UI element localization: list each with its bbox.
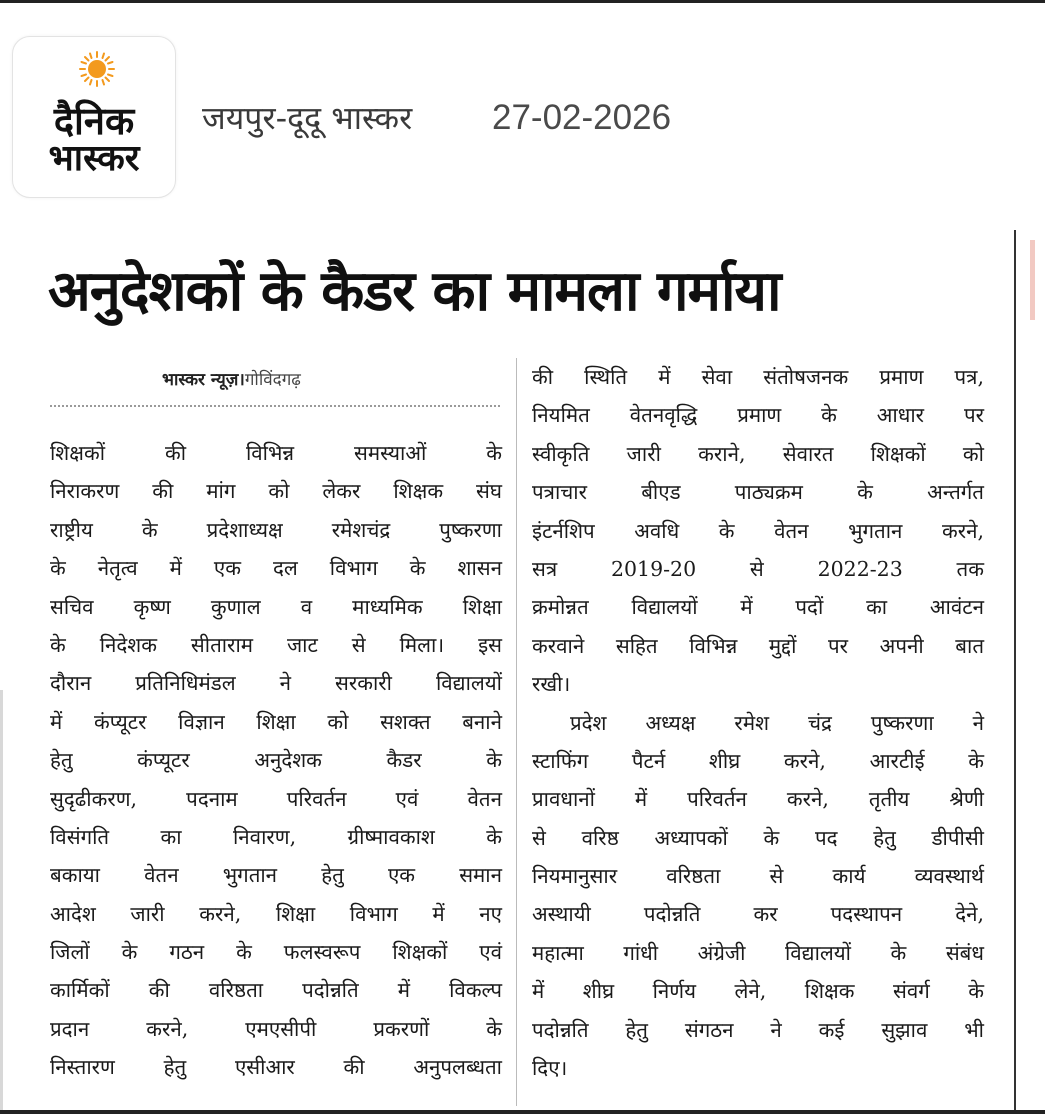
bottom-border <box>0 1110 1045 1114</box>
byline-separator: । <box>238 370 245 390</box>
text-line: के नेतृत्व में एक दल विभाग के शासन <box>50 556 502 581</box>
text-line: में शीघ्र निर्णय लेने, शिक्षक संवर्ग के <box>532 979 984 1004</box>
text-line: नियमानुसार वरिष्ठता से कार्य व्यवस्थार्थ <box>532 864 984 889</box>
text-line: नियमित वेतनवृद्धि प्रमाण के आधार पर <box>532 403 984 428</box>
text-line: विसंगति का निवारण, ग्रीष्मावकाश के <box>50 824 502 849</box>
adjacent-clipping-fragment <box>1030 240 1035 320</box>
text-line: पदोन्नति हेतु संगठन ने कई सुझाव भी <box>532 1017 984 1042</box>
text-line: सुदृढीकरण, पदनाम परिवर्तन एवं वेतन <box>50 786 502 811</box>
text-line: राष्ट्रीय के प्रदेशाध्यक्ष रमेशचंद्र पुष्करणा <box>50 517 502 542</box>
text-line: सचिव कृष्ण कुणाल व माध्यमिक शिक्षा <box>50 594 502 619</box>
text-line: के निदेशक सीताराम जाट से मिला। इस <box>50 632 502 657</box>
logo-text-line2: भास्कर <box>48 138 140 179</box>
clipping-edge-line <box>1014 230 1016 1112</box>
byline-agency: भास्कर न्यूज़ <box>162 370 239 390</box>
text-line: करवाने सहित विभिन्न मुद्दों पर अपनी बात <box>532 633 984 658</box>
text-line: निराकरण की मांग को लेकर शिक्षक संघ <box>50 479 502 504</box>
byline-place: गोविंदगढ़ <box>244 370 301 390</box>
text-line: आदेश जारी करने, शिक्षा विभाग में नए <box>50 901 502 926</box>
text-line: सत्र 2019-20 से 2022-23 तक <box>532 556 984 581</box>
byline-divider <box>50 405 500 407</box>
sun-icon <box>79 51 115 87</box>
text-line: से वरिष्ठ अध्यापकों के पद हेतु डीपीसी <box>532 825 984 850</box>
article-column-right <box>532 358 984 1087</box>
text-line: की स्थिति में सेवा संतोषजनक प्रमाण पत्र, <box>532 365 984 389</box>
text-line: स्टाफिंग पैटर्न शीघ्र करने, आरटीई के <box>532 748 984 773</box>
text-line: बकाया वेतन भुगतान हेतु एक समान <box>50 863 502 888</box>
edition-name: जयपुर-दूदू भास्कर <box>202 99 413 137</box>
text-line: प्रदान करने, एमएसीपी प्रकरणों के <box>50 1016 502 1041</box>
text-line: क्रमोन्नत विद्यालयों में पदों का आवंटन <box>532 595 984 620</box>
text-line: में कंप्यूटर विज्ञान शिक्षा को सशक्त बनाने <box>50 709 502 734</box>
left-edge-shadow <box>0 690 3 1110</box>
text-line: स्वीकृति जारी कराने, सेवारत शिक्षकों को <box>532 441 984 466</box>
text-line: इंटर्नशिप अवधि के वेतन भुगतान करने, <box>532 518 984 543</box>
text-line: जिलों के गठन के फलस्वरूप शिक्षकों एवं <box>50 940 502 965</box>
text-line: महात्मा गांधी अंग्रेजी विद्यालयों के संबंध <box>532 940 984 965</box>
text-line: हेतु कंप्यूटर अनुदेशक कैडर के <box>50 748 502 773</box>
edition-date: 27-02-2026 <box>492 98 672 137</box>
text-line: अस्थायी पदोन्नति कर पदस्थापन देने, <box>532 902 984 927</box>
article-byline <box>162 366 301 394</box>
text-line: पत्राचार बीएड पाठ्यक्रम के अन्तर्गत <box>532 480 984 505</box>
column-divider <box>516 358 517 1106</box>
app-logo[interactable] <box>12 36 176 198</box>
text-line: शिक्षकों की विभिन्न समस्याओं के <box>50 441 502 465</box>
text-line: प्रदेश अध्यक्ष रमेश चंद्र पुष्करणा ने <box>570 710 984 735</box>
text-line: दिए। <box>532 1056 568 1081</box>
text-line: प्रावधानों में परिवर्तन करने, तृतीय श्रेणी <box>532 787 984 812</box>
text-line: कार्मिकों की वरिष्ठता पदोन्नति में विकल्प <box>50 978 502 1003</box>
text-line: निस्तारण हेतु एसीआर की अनुपलब्धता <box>50 1055 502 1080</box>
logo-text-line1: दैनिक <box>53 99 135 143</box>
text-line: रखी। <box>532 672 571 697</box>
article-headline: अनुदेशकों के कैडर का मामला गर्माया <box>48 259 781 324</box>
text-line: दौरान प्रतिनिधिमंडल ने सरकारी विद्यालयों <box>50 671 502 696</box>
top-border <box>0 0 1045 3</box>
article-column-left <box>50 434 502 1087</box>
